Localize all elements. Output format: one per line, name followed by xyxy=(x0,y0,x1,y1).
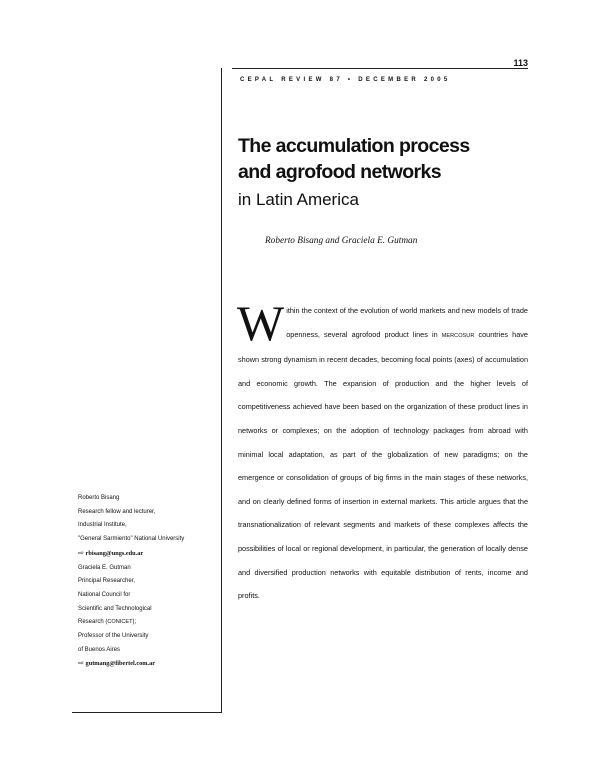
author1-affiliation-line: Research fellow and lecturer, xyxy=(78,508,156,515)
author2-affiliation-line: of Buenos Aires xyxy=(78,646,121,653)
email-arrow-icon: ⇨ xyxy=(78,549,84,557)
abstract xyxy=(237,295,528,608)
article-title-line-2: and agrofood networks xyxy=(238,161,441,183)
author2-name: Graciela E. Gutman xyxy=(78,564,131,571)
abstract-text-part-1: ithin the context of the evolution of world markets and new models of trade openness, several agrofood product lines in xyxy=(286,306,528,339)
article-title-line-1: The accumulation process xyxy=(238,135,470,157)
drop-cap: W xyxy=(237,295,285,351)
sidebar-bottom-rule xyxy=(72,712,222,713)
page-number: 113 xyxy=(513,58,528,68)
author2-research-suffix: ); xyxy=(132,619,137,626)
author-affiliations xyxy=(78,492,220,672)
author2-affiliation-line: Principal Researcher, xyxy=(78,578,136,585)
header-rule xyxy=(232,68,528,69)
journal-header: CEPAL REVIEW 87 • DECEMBER 2005 xyxy=(240,77,451,83)
abstract-acronym-mercosur: MERCOSUR xyxy=(441,332,475,339)
author2-affiliation-line: Professor of the University xyxy=(78,633,149,640)
column-divider xyxy=(221,68,222,713)
author2-research-acronym: CONICET xyxy=(107,619,133,626)
author1-email[interactable]: rbisang@ungs.edu.ar xyxy=(85,549,144,557)
author2-email[interactable]: gutmang@fibertel.com.ar xyxy=(85,660,156,668)
author1-affiliation-line: "General Sarmiento" National University xyxy=(78,536,185,543)
author1-email-row xyxy=(78,547,220,562)
article-authors: Roberto Bisang and Graciela E. Gutman xyxy=(265,236,418,246)
author2-research-prefix: Research ( xyxy=(78,619,108,626)
abstract-text-part-2: countries have shown strong dynamism in recent decades, becoming focal points (axes) of accumulation and economic growth. The expansion of production and the higher levels of competitiveness achieved have been based on the organization of these product lines in networks or complexes; on the adoption of technology packages from abroad with minimal local adaptation, as part of the globalization of new paradigms; on the emergence or consolidation of groups of big firms in the main stages of these networks, and on clearly defined forms of insertion in external markets. This article argues that the transnationalization of relevant segments and markets of these complexes affects the possibilities of local or regional development, in particular, the generation of locally dense and diversified production networks with equitable distribution of rents, income and profits. xyxy=(238,329,528,601)
email-arrow-icon: ⇨ xyxy=(78,660,84,668)
article-subtitle: in Latin America xyxy=(238,190,359,209)
author2-research-line xyxy=(78,616,220,630)
author2-affiliation-line: Scientific and Technological xyxy=(78,605,152,612)
author2-affiliation-line: National Council for xyxy=(78,591,131,598)
author1-name: Roberto Bisang xyxy=(78,495,120,501)
author1-affiliation-line: Industrial Institute, xyxy=(78,522,127,529)
author2-email-row xyxy=(78,657,220,672)
